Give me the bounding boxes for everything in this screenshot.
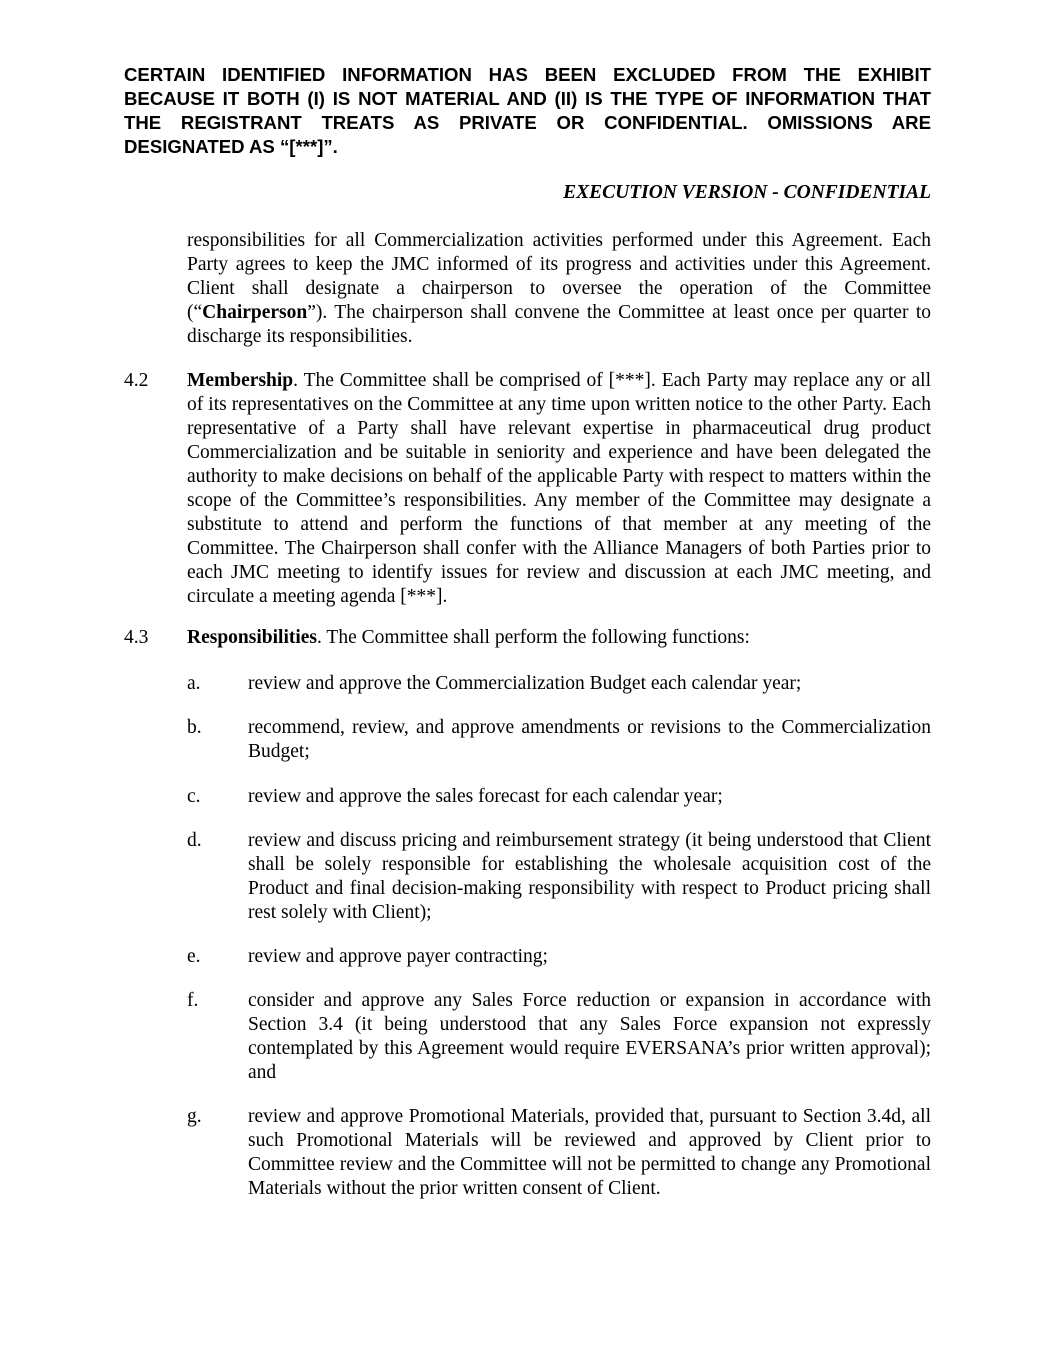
list-item-text: review and approve the sales forecast for each calendar year; [248,786,723,807]
defined-term-chairperson: Chairperson [202,302,308,323]
section-number: 4.3 [124,627,149,648]
list-item-text: review and discuss pricing and reimbursement strategy (it being understood that Client shall be solely responsible for establishing the wholesale acquisition cost of the Product and final decision-making responsibility with respect to Product pricing shall rest solely with Client); [248,830,931,923]
list-item-letter: b. [187,717,202,738]
section-membership [124,369,931,609]
section-text: . The Committee shall be comprised of [***]. Each Party may replace any or all of its representatives on the Committee at any time upon written notice to the other Party. Each representative of a Party shall have relevant expertise in pharmaceutical drug product Commercialization and be suitable in seniority and experience and have been delegated the authority to make decisions on behalf of the applicable Party with respect to matters within the scope of the Committee’s responsibilities. Any member of the Committee may designate a substitute to attend and perform the functions of that member at any meeting of the Committee. The Chairperson shall confer with the Alliance Managers of both Parties prior to each JMC meeting to identify issues for review and discussion at each JMC meeting, and circulate a meeting agenda [***]. [187,370,931,607]
list-item [187,716,931,764]
continuation-paragraph [187,229,931,349]
list-item [187,945,931,969]
list-item [187,672,931,696]
list-item-text: recommend, review, and approve amendments or revisions to the Commercialization Budget; [248,717,931,762]
list-item-letter: f. [187,990,199,1011]
section-responsibilities [124,626,931,650]
section-body [187,626,931,650]
list-item-letter: d. [187,830,202,851]
execution-version-label: EXECUTION VERSION - CONFIDENTIAL [563,182,931,203]
continuation-text-after: ”). The chairperson shall convene the Committee at least once per quarter to discharge its responsibilities. [187,302,931,347]
section-body [187,369,931,609]
list-item [187,1105,931,1201]
list-item-letter: a. [187,673,201,694]
list-item-text: review and approve Promotional Materials, provided that, pursuant to Section 3.4d, all such Promotional Materials will be reviewed and approved by Client prior to Committee review and the Committee will not be permitted to change any Promotional Materials without the prior written consent of Client. [248,1106,931,1199]
continuation-text-before: responsibilities for all Commercialization activities performed under this Agreement. Each Party agrees to keep the JMC informed of its progress and activities under this Agreement. Client shall designate a chairperson to oversee the operation of the Committee (“ [187,230,931,323]
confidentiality-disclaimer: CERTAIN IDENTIFIED INFORMATION HAS BEEN EXCLUDED FROM THE EXHIBIT BECAUSE IT BOTH (I) IS NOT MATERIAL AND (II) IS THE TYPE OF INFORMATION THAT THE REGISTRANT TREATS AS PRIVATE OR CONFIDENTIAL. OMISSIONS ARE DESIGNATED AS “[***]”. [124,64,931,157]
list-item-text: review and approve the Commercialization Budget each calendar year; [248,673,802,694]
section-heading: Responsibilities [187,627,318,648]
list-item-letter: c. [187,786,201,807]
list-item [187,829,931,925]
section-number: 4.2 [124,370,149,391]
list-item-letter: e. [187,946,201,967]
section-heading: Membership [187,370,294,391]
list-item [187,785,931,809]
list-item [187,989,931,1085]
section-text: . The Committee shall perform the following functions: [317,627,750,648]
list-item-letter: g. [187,1106,202,1127]
list-item-text: review and approve payer contracting; [248,946,548,967]
list-item-text: consider and approve any Sales Force reduction or expansion in accordance with Section 3.4 (it being understood that any Sales Force expansion not expressly contemplated by this Agreement would require EVERSANA’s prior written approval); and [248,990,931,1083]
